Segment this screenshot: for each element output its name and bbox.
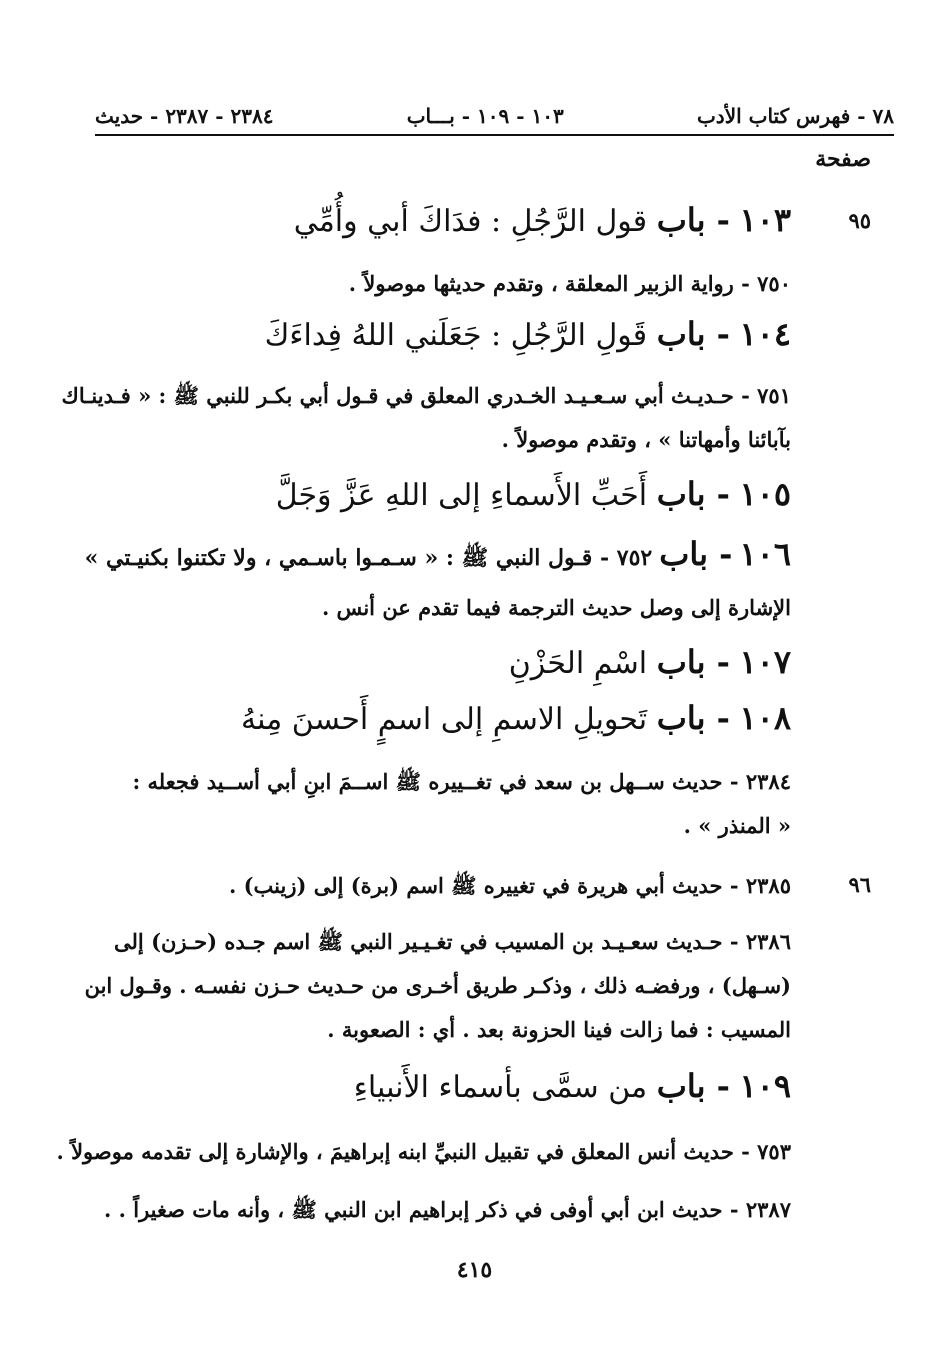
page-number: ٤١٥ (456, 1257, 493, 1283)
entry-line: ٢٣٨٦ - حـديث سعـيـد بن المسيب في تغـيـير النبي ﷺ اسم جـده (حـزن) إلى (114, 929, 791, 954)
entry-line: ٧٥١ - حـديـث أبي سـعـيـد الخـدري المعلق في قـول أبي بكـر للنبي ﷺ : « فـدينـاك (61, 383, 791, 408)
chapter-title: من سمَّى بأسماء الأَنبياءِ (353, 1070, 648, 1105)
chapter-heading-107: ١٠٧ - باب اسْمِ الحَزْنِ (508, 643, 791, 681)
page-column-label: صفحة (815, 146, 871, 172)
chapter-heading-108: ١٠٨ - باب تَحويلِ الاسمِ إلى اسمٍ أَحسنَ مِنهُ (241, 699, 791, 737)
chapter-number: ١٠٤ (739, 315, 791, 353)
entry-2385: ٢٣٨٥ - حديث أبي هريرة في تغييره ﷺ اسم (برة) إلى (زينب) . (228, 873, 791, 898)
chapter-word: باب (656, 643, 706, 681)
page-ref-96: ٩٦ (848, 872, 871, 897)
running-header (95, 98, 894, 134)
entry-2384 (88, 760, 791, 848)
entry-line: بآبائنا وأمهاتنا » ، وتقدم موصولاً . (501, 427, 791, 452)
header-rule (95, 134, 894, 136)
chapter-heading-104: ١٠٤ - باب قَولِ الرَّجُلِ : جَعَلَني اللهُ فِداءَكَ (264, 315, 791, 353)
entry-line: ٢٣٨٤ - حديث ســهل بن سعد في تغــييره ﷺ اســمَ ابنِ أبي أســيد فجعله : (132, 769, 791, 794)
chapter-number: ١٠٣ (739, 201, 791, 239)
chapter-heading-105: ١٠٥ - باب أَحَبِّ الأَسماءِ إلى اللهِ عَزَّ وَجَلَّ (275, 475, 791, 513)
entry-751 (61, 374, 791, 462)
chapter-title: ٧٥٢ - قـول النبي ﷺ : « سـمـوا باسـمي ، ولا تكتنوا بكنيـتي » (84, 545, 653, 571)
chapter-number: ١٠٦ (739, 535, 791, 573)
entry-753: ٧٥٣ - حديث أنس المعلق في تقبيل النبيِّ ابنه إبراهيمَ ، والإشارة إلى تقدمه موصولاً . (56, 1139, 791, 1164)
chapter-word: باب (659, 535, 709, 573)
chapter-title: تَحويلِ الاسمِ إلى اسمٍ أَحسنَ مِنهُ (241, 702, 648, 737)
chapter-title: قول الرَّجُلِ : فدَاكَ أبي وأُمِّي (293, 204, 648, 239)
entry-750: ٧٥٠ - رواية الزبير المعلقة ، وتقدم حديثها موصولاً . (348, 271, 791, 296)
chapter-number: ١٠٧ (739, 643, 791, 681)
chapter-number: ١٠٩ (739, 1067, 791, 1105)
chapter-word: باب (656, 201, 706, 239)
chapter-word: باب (656, 699, 706, 737)
chapter-number: ١٠٨ (739, 699, 791, 737)
header-right-title: ٧٨ - فهرس كتاب الأدب (696, 104, 894, 128)
chapter-heading-109: ١٠٩ - باب من سمَّى بأسماء الأَنبياءِ (353, 1067, 791, 1105)
entry-line: المسيب : فما زالت فينا الحزونة بعد . أي : الصعوبة . (327, 1017, 791, 1042)
chapter-title: أَحَبِّ الأَسماءِ إلى اللهِ عَزَّ وَجَلَّ (275, 478, 648, 513)
entry-line: (سـهل) ، ورفضـه ذلك ، وذكـر طريق أخـرى من حـديث حـزن نفسـه . وقـول ابن (84, 973, 791, 998)
chapter-heading-106: ١٠٦ - باب ٧٥٢ - قـول النبي ﷺ : « سـمـوا باسـمي ، ولا تكتنوا بكنيـتي » (84, 535, 791, 573)
header-left-range: ٢٣٨٤ - ٢٣٨٧ - حديث (95, 104, 274, 128)
entry-752-note: الإشارة إلى وصل حديث الترجمة فيما تقدم عن أنس . (321, 595, 791, 620)
chapter-number: ١٠٥ (739, 475, 791, 513)
entry-2386 (84, 920, 791, 1052)
chapter-word: باب (656, 315, 706, 353)
chapter-word: باب (656, 1067, 706, 1105)
chapter-word: باب (656, 475, 706, 513)
page-ref-95: ٩٥ (848, 208, 871, 233)
chapter-heading-103: ١٠٣ - باب قول الرَّجُلِ : فدَاكَ أبي وأُمِّي (293, 201, 791, 239)
chapter-title: اسْمِ الحَزْنِ (508, 646, 648, 681)
entry-line: « المنذر » . (683, 813, 791, 838)
entry-2387: ٢٣٨٧ - حديث ابن أبي أوفى في ذكر إبراهيم ابن النبي ﷺ ، وأنه مات صغيراً . . (104, 1197, 791, 1222)
header-center-range: ١٠٣ - ١٠٩ - بـــاب (406, 104, 564, 128)
chapter-title: قَولِ الرَّجُلِ : جَعَلَني اللهُ فِداءَكَ (264, 318, 648, 353)
